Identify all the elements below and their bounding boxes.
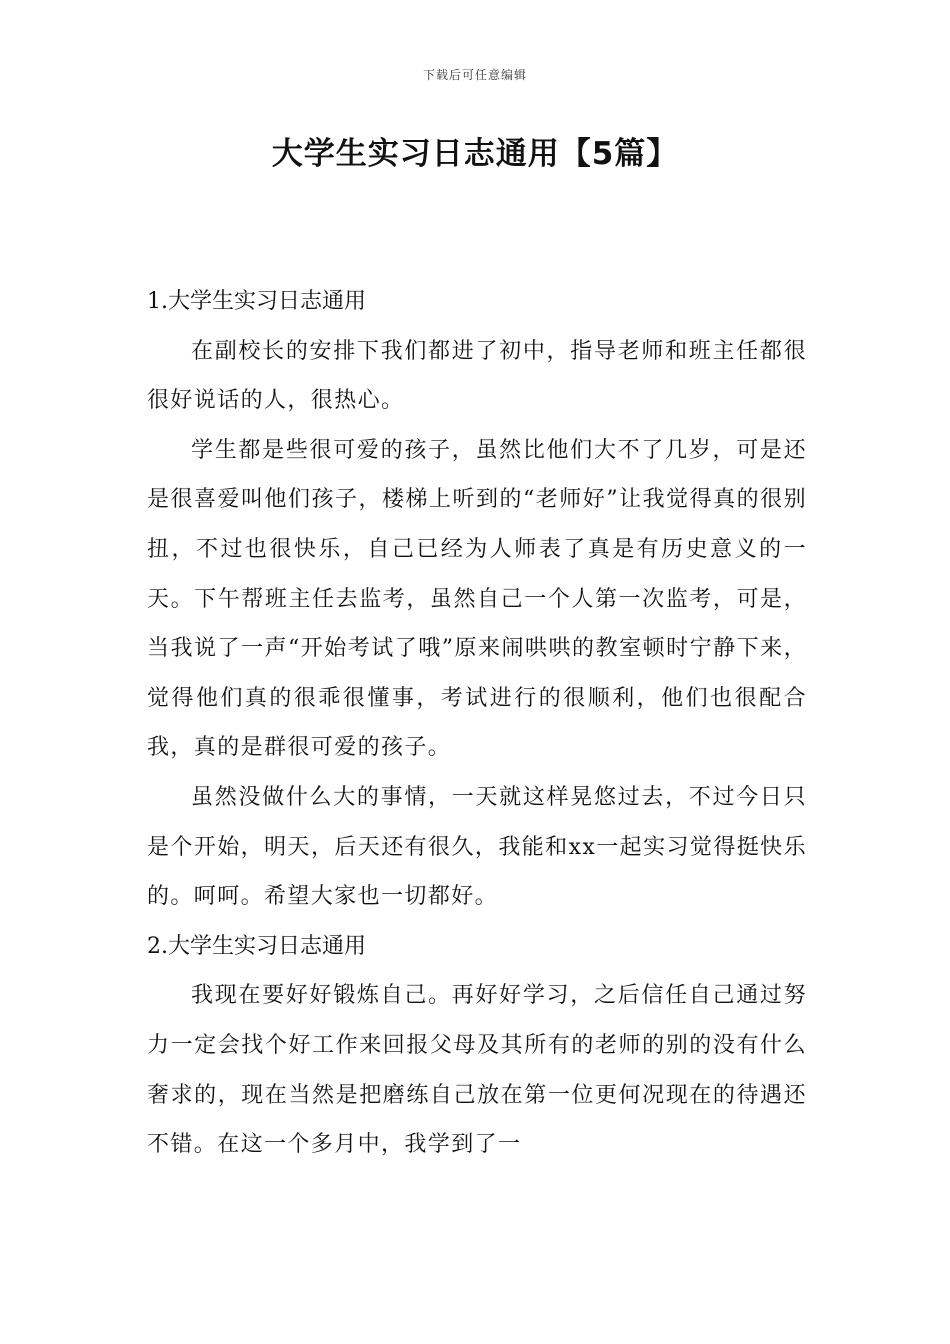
section-heading: 1.大学生实习日志通用 — [147, 289, 366, 314]
section-1 — [147, 277, 807, 922]
paragraph: 在副校长的安排下我们都进了初中，指导老师和班主任都很很好说话的人，很热心。 — [147, 338, 807, 414]
header-note: 下载后可任意编辑 — [422, 68, 527, 82]
section-heading: 2.大学生实习日志通用 — [147, 933, 366, 959]
document-title: 大学生实习日志通用【5篇】 — [271, 136, 679, 172]
section-2 — [147, 922, 807, 1170]
paragraph: 我现在要好好锻炼自己。再好好学习，之后信任自己通过努力一定会找个好工作来回报父母及其所有的老师的别的没有什么奢求的，现在当然是把磨练自己放在第一位更何况现在的待遇还不错。在这一个多月中，我学到了一 — [147, 983, 807, 1158]
document-body — [147, 277, 807, 1170]
paragraph: 虽然没做什么大的事情，一天就这样晃悠过去，不过今日只是个开始，明天，后天还有很久，我能和xx一起实习觉得挺快乐的。呵呵。希望大家也一切都好。 — [147, 784, 807, 910]
paragraph: 学生都是些很可爱的孩子，虽然比他们大不了几岁，可是还是很喜爱叫他们孩子，楼梯上听到的“老师好”让我觉得真的很别扭，不过也很快乐，自己已经为人师表了真是有历史意义的一天。下午帮班主任去监考，虽然自己一个人第一次监考，可是，当我说了一声“开始考试了哦”原来闹哄哄的教室顿时宁静下来，觉得他们真的很乖很懂事，考试进行的很顺利，他们也很配合我，真的是群很可爱的孩子。 — [147, 437, 807, 761]
